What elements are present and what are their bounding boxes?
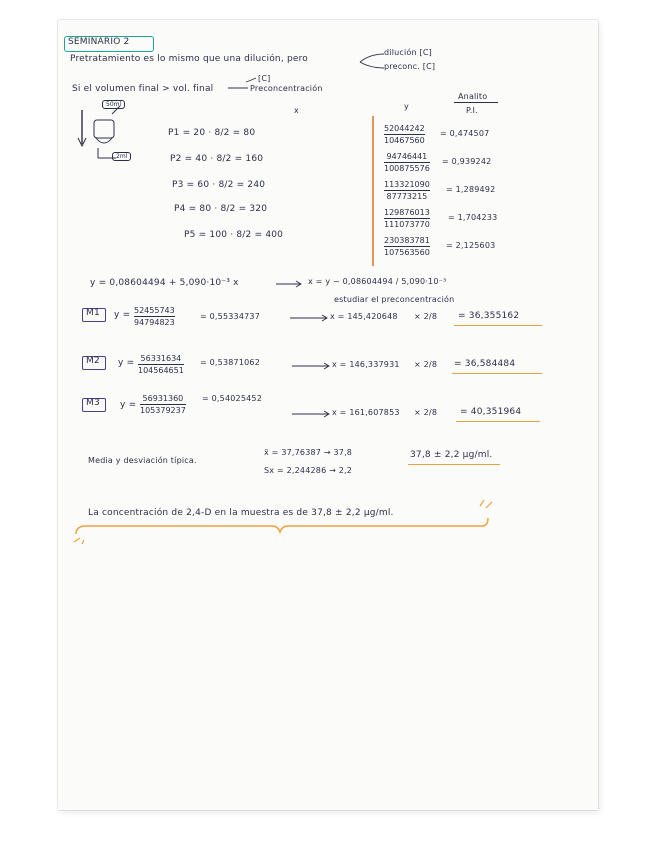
table-divider [370, 116, 376, 266]
conclusion-text: La concentración de 2,4-D en la muestra es de 37,8 ± 2,2 µg/ml. [88, 508, 394, 518]
header-line-1: Pretratamiento es lo mismo que una dilución, pero [70, 54, 309, 64]
sample-x: x = 146,337931 [332, 360, 400, 369]
conclusion-brace [72, 498, 492, 544]
sample-fraction: 52455743 94794823 [134, 306, 175, 327]
arrow-icon [292, 410, 332, 418]
y-equals: y = [114, 310, 131, 320]
conc-p5: P5 = 100 · 8/2 = 400 [184, 230, 284, 240]
y-equals: y = [118, 358, 135, 368]
sample-factor: × 2/8 [414, 408, 438, 417]
sample-ratio: = 0,55334737 [200, 312, 260, 321]
col-ratio-header-1: Analito [458, 92, 488, 101]
sample-label-m2: M2 [86, 356, 100, 366]
sample-result: = 40,351964 [460, 407, 522, 417]
stats-final: 37,8 ± 2,2 µg/ml. [410, 450, 493, 460]
result-underline [456, 421, 540, 422]
header-line-2: Si el volumen final > vol. final [72, 84, 214, 94]
stats-label: Media y desviación típica. [88, 456, 197, 465]
col-x-header: x [294, 106, 299, 115]
table-row: 230383781 107563560 [384, 236, 430, 257]
ratio-value: = 0,474507 [440, 129, 490, 138]
sample-ratio: = 0,54025452 [202, 394, 262, 403]
y-equals: y = [120, 400, 137, 410]
preconc-arrow [228, 78, 258, 94]
branch-arrows [358, 50, 386, 72]
header-preconcentracion: Preconcentración [250, 84, 323, 93]
sample-x: x = 161,607853 [332, 408, 400, 417]
page-title: SEMINARIO 2 [68, 37, 130, 47]
sample-result: = 36,584484 [454, 359, 516, 369]
ratio-value: = 0,939242 [442, 157, 492, 166]
sample-x: x = 145,420648 [330, 312, 398, 321]
stats-mean: x̄ = 37,76387 → 37,8 [264, 448, 353, 457]
header-bracket-c: [C] [258, 74, 271, 83]
conc-p2: P2 = 40 · 8/2 = 160 [170, 154, 264, 164]
ratio-value: = 2,125603 [446, 241, 496, 250]
header-dilucion: dilución [C] [384, 48, 432, 57]
sample-result: = 36,355162 [458, 311, 520, 321]
regression-equation: y = 0,08604494 + 5,090·10⁻³ x [90, 278, 239, 288]
conc-p4: P4 = 80 · 8/2 = 320 [174, 204, 268, 214]
label-50ml: 50ml [102, 100, 125, 109]
col-ratio-underline [454, 102, 498, 103]
stats-sd: Sx = 2,244286 → 2,2 [264, 466, 353, 475]
notebook-sheet [58, 20, 598, 810]
sample-factor: × 2/8 [414, 312, 438, 321]
arrow-icon [292, 362, 332, 370]
table-row: 113321090 87773215 [384, 180, 430, 201]
result-underline [452, 373, 542, 374]
sample-ratio: = 0,53871062 [200, 358, 260, 367]
apparatus-drawing [76, 102, 146, 172]
sample-fraction: 56331634 104564651 [138, 354, 184, 375]
table-row: 94746441 100875576 [384, 152, 430, 173]
result-underline [454, 325, 542, 326]
col-ratio-header-2: P.I. [466, 106, 478, 115]
sample-label-m1: M1 [86, 308, 100, 318]
conc-p3: P3 = 60 · 8/2 = 240 [172, 180, 266, 190]
stats-underline [408, 464, 500, 465]
sample-fraction: 56931360 105379237 [140, 394, 186, 415]
regression-solve: x = y − 0,08604494 / 5,090·10⁻³ [308, 277, 447, 286]
header-preconc: preconc. [C] [384, 62, 436, 71]
regression-note: estudiar el preconcentración [334, 295, 455, 304]
arrow-icon [290, 314, 330, 322]
table-row: 129876013 111073770 [384, 208, 430, 229]
col-y-header: y [404, 102, 409, 111]
sample-factor: × 2/8 [414, 360, 438, 369]
table-row: 52044242 10467560 [384, 124, 425, 145]
conc-p1: P1 = 20 · 8/2 = 80 [168, 128, 256, 138]
sample-label-m3: M3 [86, 398, 100, 408]
label-2ml: 2ml [112, 152, 131, 161]
ratio-value: = 1,289492 [446, 185, 496, 194]
ratio-value: = 1,704233 [448, 213, 498, 222]
arrow-icon [276, 280, 304, 288]
